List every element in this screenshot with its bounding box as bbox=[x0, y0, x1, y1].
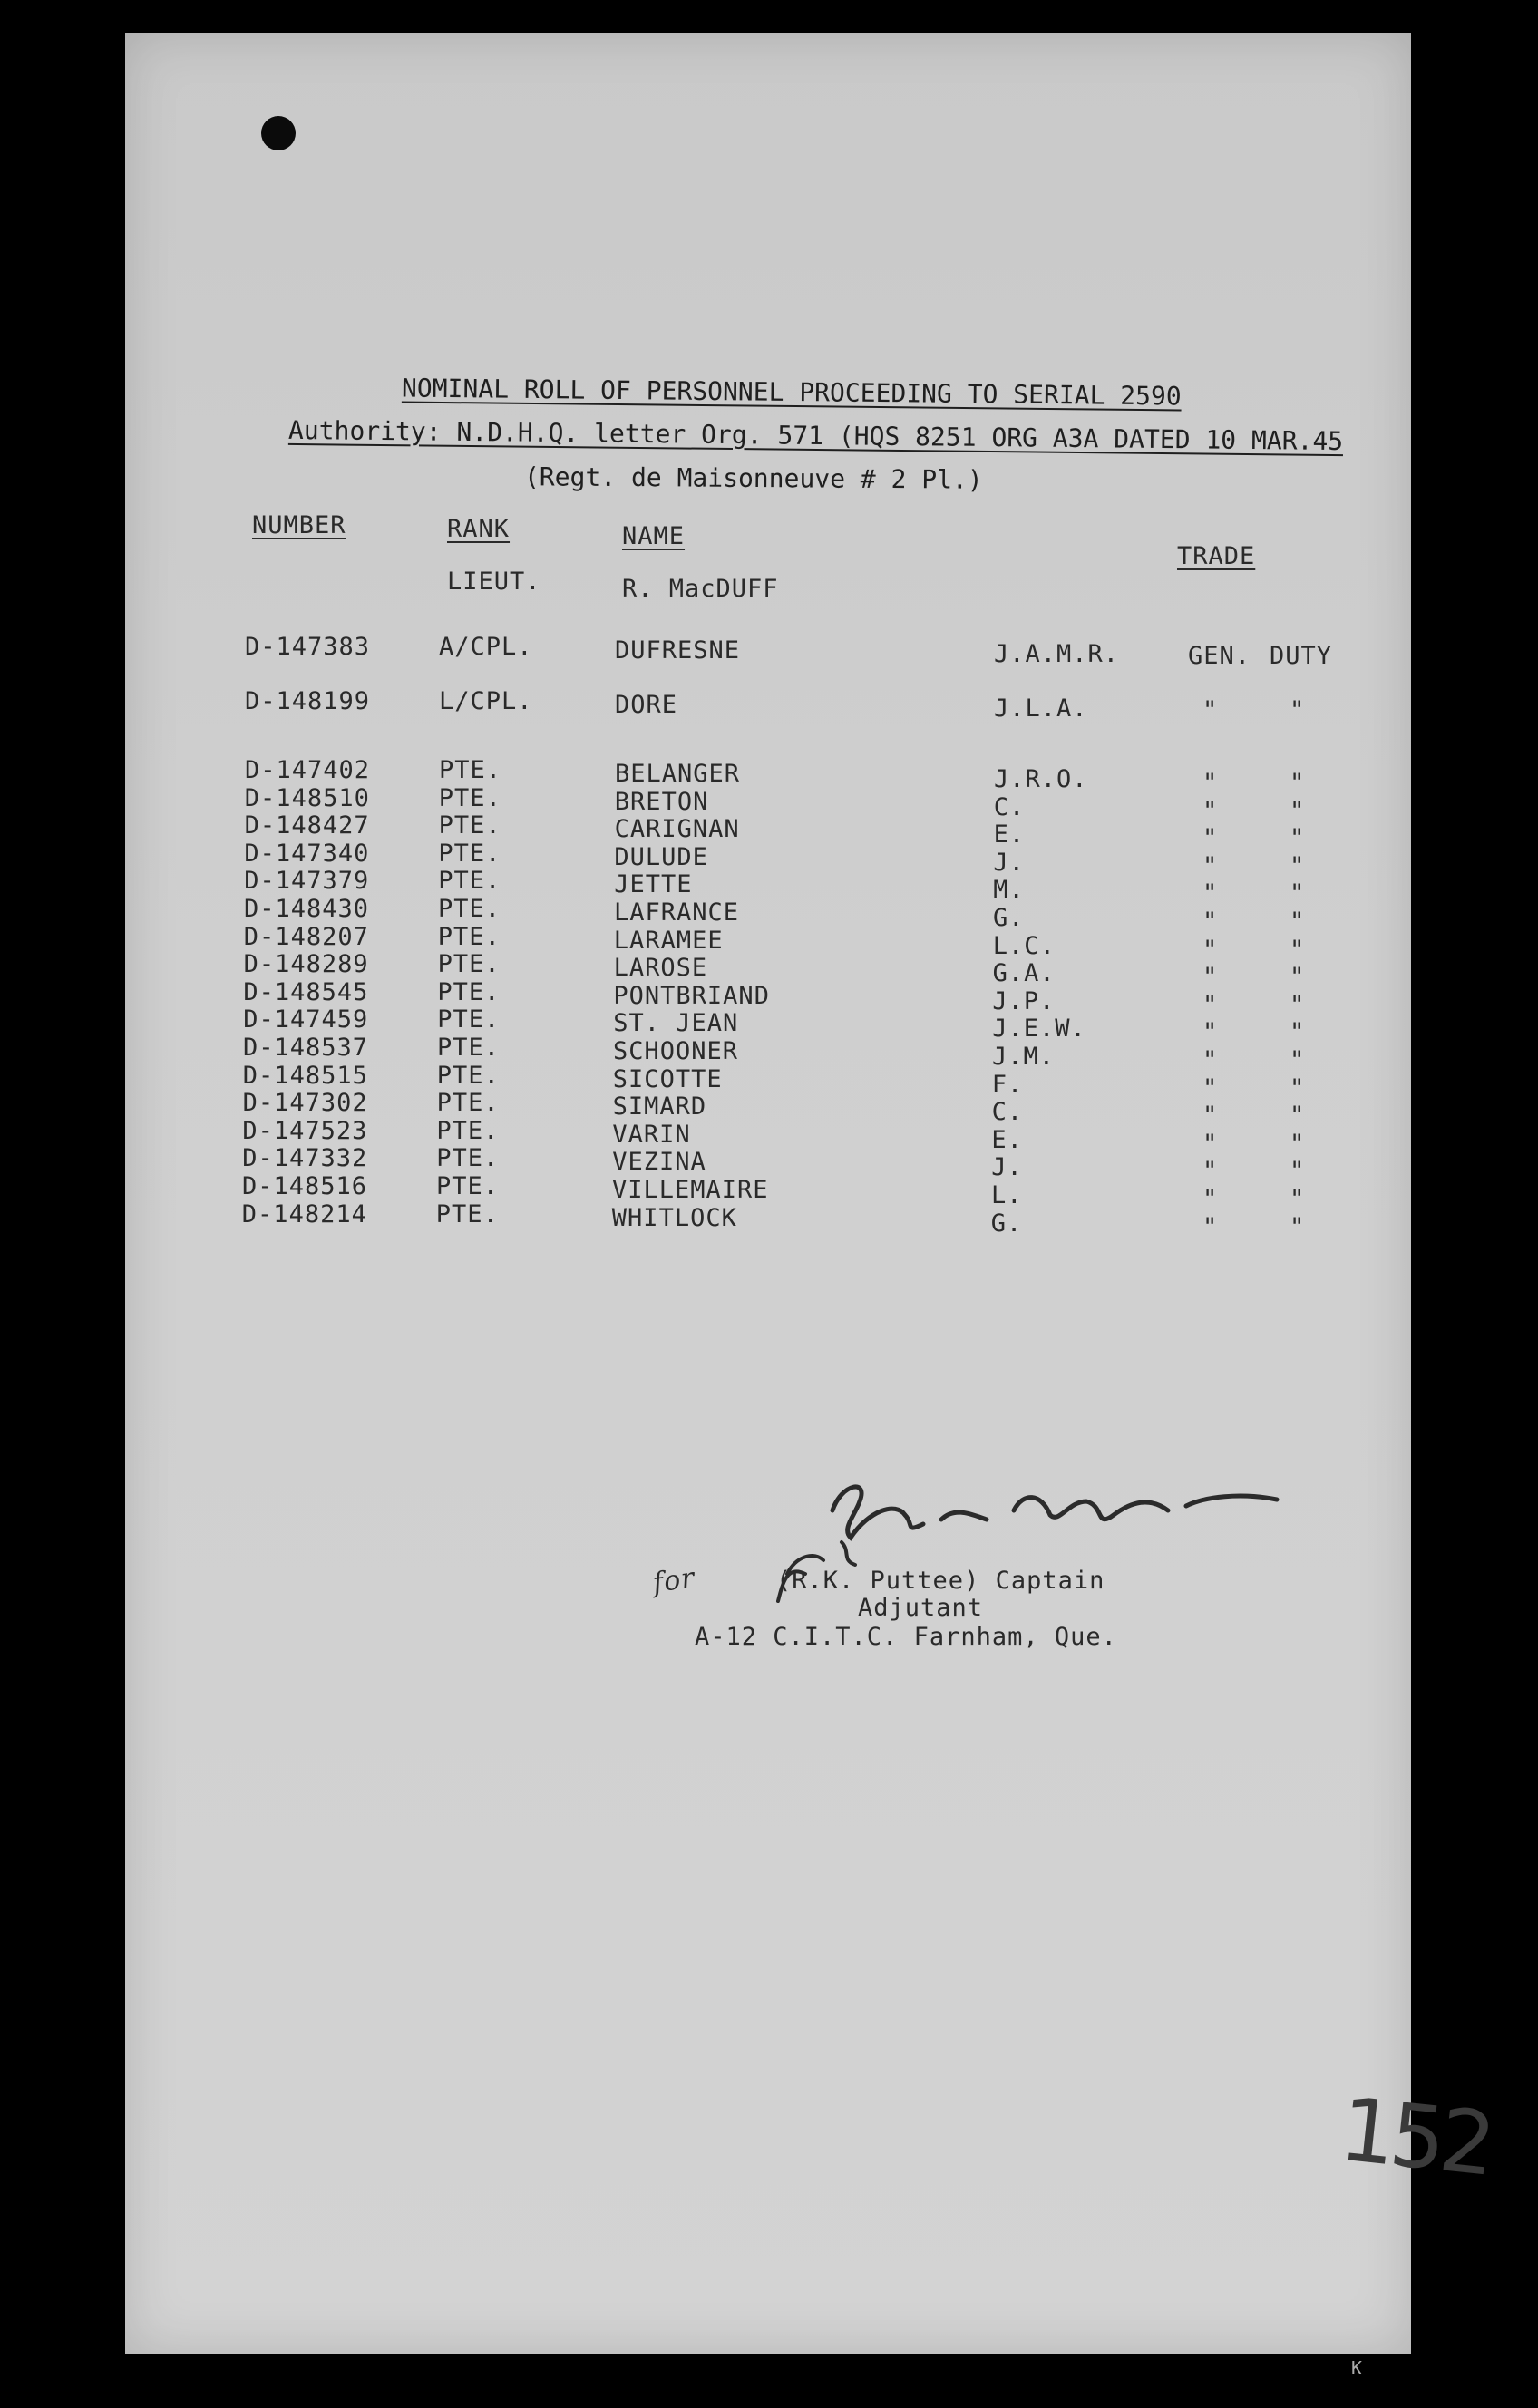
row-trade-1: " bbox=[1202, 769, 1219, 797]
row-surname: VILLEMAIRE bbox=[612, 1176, 769, 1204]
row-surname: LAFRANCE bbox=[614, 898, 740, 927]
row-trade-2: DUTY bbox=[1270, 642, 1333, 670]
row-trade-1: " bbox=[1202, 1185, 1219, 1213]
row-trade-1: " bbox=[1202, 990, 1219, 1019]
row-initials: G. bbox=[993, 904, 1025, 932]
row-trade-2: " bbox=[1290, 696, 1306, 724]
row-trade-2: " bbox=[1290, 1073, 1306, 1102]
row-trade-2: " bbox=[1290, 935, 1306, 964]
row-rank: PTE. bbox=[437, 1034, 501, 1062]
row-rank: A/CPL. bbox=[439, 633, 533, 661]
row-number: D-147383 bbox=[245, 633, 371, 661]
row-initials: M. bbox=[993, 876, 1025, 905]
row-trade-1: " bbox=[1202, 696, 1219, 724]
row-trade-2: " bbox=[1290, 796, 1306, 825]
row-initials: J. bbox=[991, 1153, 1023, 1182]
corner-mark: K bbox=[1351, 2357, 1364, 2379]
officer-rank: LIEUT. bbox=[447, 568, 541, 596]
row-initials: J.M. bbox=[992, 1043, 1056, 1071]
row-number: D-148289 bbox=[243, 950, 369, 979]
row-trade-1: " bbox=[1202, 1046, 1219, 1074]
row-number: D-148427 bbox=[244, 811, 370, 840]
row-initials: L. bbox=[991, 1181, 1023, 1209]
row-number: D-147523 bbox=[242, 1116, 368, 1145]
row-initials: J.E.W. bbox=[992, 1015, 1086, 1044]
row-initials: J.P. bbox=[992, 986, 1056, 1015]
row-number: D-147402 bbox=[245, 756, 371, 784]
row-trade-1: GEN. bbox=[1188, 642, 1251, 670]
row-trade-1: " bbox=[1202, 1018, 1219, 1047]
row-surname: DORE bbox=[615, 691, 678, 719]
page-number-text: 152 bbox=[1335, 2078, 1495, 2196]
row-trade-2: " bbox=[1290, 1018, 1306, 1047]
row-surname: SCHOONER bbox=[613, 1037, 739, 1065]
row-number: D-147379 bbox=[244, 867, 370, 896]
row-rank: PTE. bbox=[439, 756, 502, 784]
row-rank: PTE. bbox=[437, 1005, 501, 1034]
row-surname: DUFRESNE bbox=[615, 636, 741, 665]
row-initials: C. bbox=[993, 792, 1026, 821]
row-trade-1: " bbox=[1202, 1212, 1219, 1241]
row-surname: LARAMEE bbox=[613, 926, 724, 955]
header-name: NAME bbox=[622, 522, 686, 550]
row-rank: PTE. bbox=[438, 867, 501, 896]
row-rank: PTE. bbox=[437, 977, 501, 1006]
row-surname: PONTBRIAND bbox=[613, 981, 770, 1010]
row-initials: G. bbox=[990, 1209, 1023, 1238]
row-number: D-147340 bbox=[244, 839, 370, 868]
row-surname: JETTE bbox=[614, 870, 693, 899]
row-initials: E. bbox=[991, 1125, 1023, 1154]
row-trade-2: " bbox=[1290, 824, 1306, 853]
row-trade-1: " bbox=[1202, 1102, 1219, 1131]
row-number: D-148510 bbox=[244, 783, 370, 812]
row-surname: SIMARD bbox=[612, 1092, 707, 1121]
row-trade-1: " bbox=[1202, 1073, 1219, 1102]
row-trade-2: " bbox=[1290, 1157, 1306, 1186]
row-number: D-147302 bbox=[242, 1089, 368, 1118]
row-surname: BRETON bbox=[614, 787, 709, 816]
row-surname: SICOTTE bbox=[612, 1064, 723, 1093]
row-number: D-147332 bbox=[242, 1144, 368, 1173]
row-rank: PTE. bbox=[437, 922, 501, 951]
row-surname: DULUDE bbox=[614, 842, 708, 871]
row-number: D-147459 bbox=[243, 1005, 369, 1034]
row-rank: PTE. bbox=[436, 1172, 500, 1200]
row-surname: VEZINA bbox=[612, 1148, 706, 1177]
header-rank: RANK bbox=[447, 515, 511, 543]
row-number: D-148516 bbox=[242, 1172, 368, 1200]
row-trade-2: " bbox=[1290, 990, 1306, 1019]
header-trade: TRADE bbox=[1177, 542, 1256, 570]
row-trade-1: " bbox=[1202, 908, 1219, 936]
row-trade-2: " bbox=[1290, 1185, 1306, 1213]
row-trade-2: " bbox=[1290, 1129, 1306, 1158]
row-rank: PTE. bbox=[438, 783, 501, 812]
row-trade-1: " bbox=[1202, 824, 1219, 853]
row-initials: J.L.A. bbox=[994, 694, 1088, 723]
row-rank: PTE. bbox=[436, 1089, 500, 1118]
document-sheet bbox=[125, 33, 1495, 2354]
row-trade-2: " bbox=[1290, 1046, 1306, 1074]
row-rank: PTE. bbox=[437, 950, 501, 979]
officer-name: R. MacDUFF bbox=[622, 575, 779, 603]
row-trade-2: " bbox=[1290, 851, 1306, 880]
row-trade-1: " bbox=[1202, 851, 1219, 880]
punch-hole bbox=[261, 116, 296, 150]
row-rank: PTE. bbox=[438, 895, 501, 923]
row-trade-1: " bbox=[1202, 1157, 1219, 1186]
row-number: D-148430 bbox=[244, 895, 370, 923]
row-trade-1: " bbox=[1202, 1129, 1219, 1158]
row-trade-1: " bbox=[1202, 963, 1219, 992]
row-rank: PTE. bbox=[436, 1061, 500, 1090]
row-initials: G.A. bbox=[992, 959, 1056, 988]
page-number bbox=[1335, 2078, 1495, 2196]
row-trade-2: " bbox=[1290, 1212, 1306, 1241]
row-trade-2: " bbox=[1290, 769, 1306, 797]
row-rank: PTE. bbox=[438, 839, 501, 868]
row-number: D-148545 bbox=[243, 977, 369, 1006]
row-number: D-148515 bbox=[242, 1061, 368, 1090]
unit-line: (Regt. de Maisonneuve # 2 Pl.) bbox=[523, 461, 983, 495]
row-surname: ST. JEAN bbox=[613, 1009, 739, 1038]
row-trade-1: " bbox=[1202, 879, 1219, 908]
row-rank: PTE. bbox=[436, 1144, 500, 1173]
row-rank: PTE. bbox=[438, 811, 501, 840]
row-initials: F. bbox=[991, 1070, 1024, 1099]
row-trade-2: " bbox=[1290, 963, 1306, 992]
row-trade-1: " bbox=[1202, 935, 1219, 964]
row-number: D-148199 bbox=[245, 687, 371, 715]
row-surname: VARIN bbox=[612, 1120, 691, 1149]
row-trade-2: " bbox=[1290, 879, 1306, 908]
document-title: NOMINAL ROLL OF PERSONNEL PROCEEDING TO SERIAL 2590 bbox=[401, 373, 1182, 412]
row-initials: J.R.O. bbox=[994, 765, 1088, 793]
signature-unit: A-12 C.I.T.C. Farnham, Que. bbox=[695, 1623, 1117, 1651]
row-trade-1: " bbox=[1202, 796, 1219, 825]
header-number: NUMBER bbox=[252, 511, 346, 539]
authority-line: Authority: N.D.H.Q. letter Org. 571 (HQS 8251 ORG A3A DATED 10 MAR.45 bbox=[287, 414, 1344, 457]
row-initials: J. bbox=[993, 848, 1025, 877]
row-rank: PTE. bbox=[435, 1199, 499, 1228]
row-rank: PTE. bbox=[436, 1116, 500, 1145]
row-number: D-148207 bbox=[243, 922, 369, 951]
row-initials: C. bbox=[991, 1098, 1024, 1127]
row-surname: CARIGNAN bbox=[614, 815, 740, 844]
row-initials: E. bbox=[993, 820, 1026, 850]
row-surname: WHITLOCK bbox=[611, 1203, 737, 1232]
signature-title: Adjutant bbox=[858, 1594, 984, 1622]
row-surname: BELANGER bbox=[615, 760, 741, 788]
signature-name: (R.K. Puttee) Captain bbox=[776, 1567, 1105, 1595]
row-number: D-148537 bbox=[243, 1034, 369, 1062]
row-surname: LAROSE bbox=[613, 954, 708, 983]
row-trade-2: " bbox=[1290, 1102, 1306, 1131]
signature-for-prefix: for bbox=[650, 1561, 697, 1600]
row-initials: L.C. bbox=[992, 931, 1056, 960]
row-trade-2: " bbox=[1290, 908, 1306, 936]
row-initials: J.A.M.R. bbox=[994, 640, 1120, 668]
row-rank: L/CPL. bbox=[439, 687, 533, 715]
row-number: D-148214 bbox=[241, 1199, 367, 1228]
